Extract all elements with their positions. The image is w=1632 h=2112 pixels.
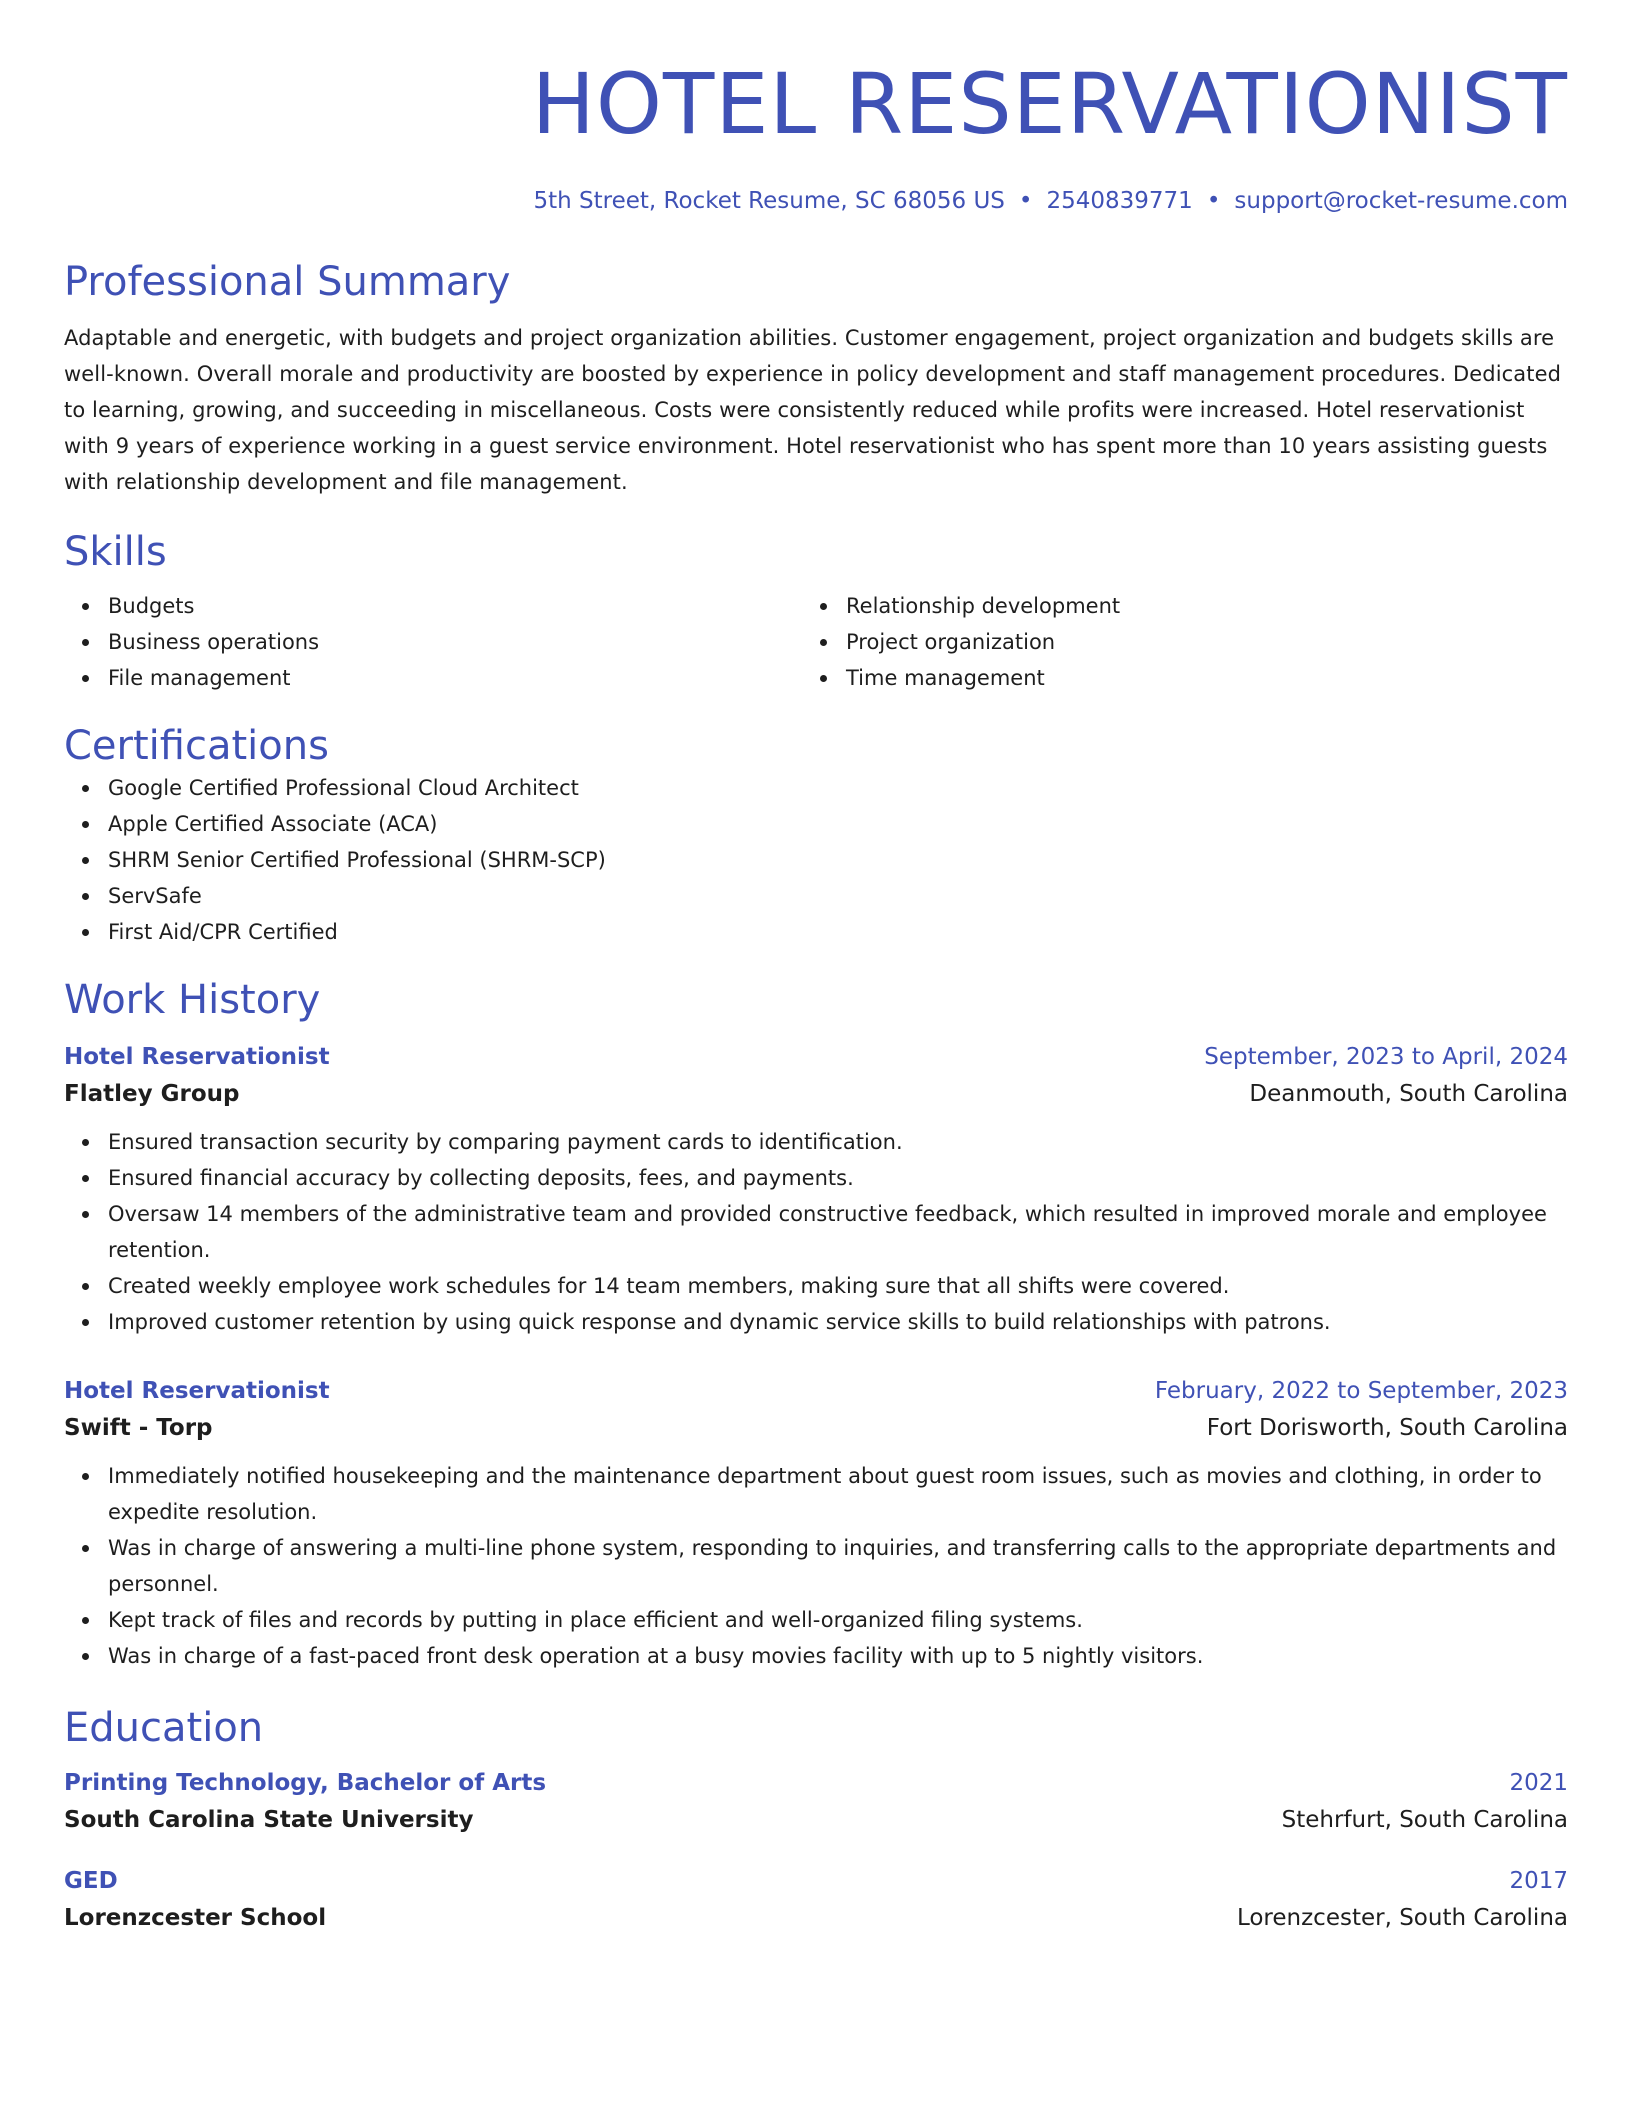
education-year: 2017 bbox=[1509, 1868, 1568, 1894]
job-company: Flatley Group bbox=[64, 1081, 240, 1107]
certification-item: First Aid/CPR Certified bbox=[64, 914, 1568, 950]
job-company-row bbox=[64, 1074, 1568, 1114]
job-header-row bbox=[64, 1040, 1568, 1074]
job-bullet: Immediately notified housekeeping and the maintenance department about guest room issues, such as movies and clothing, in order to expedite resolution. bbox=[64, 1458, 1568, 1530]
certification-item: Google Certified Professional Cloud Architect bbox=[64, 770, 1568, 806]
education-header-row bbox=[64, 1766, 1568, 1800]
job-bullet: Was in charge of a fast-paced front desk operation at a busy movies facility with up to 5 nightly visitors. bbox=[64, 1638, 1568, 1674]
contact-email: support@rocket-resume.com bbox=[1234, 188, 1568, 214]
job-company: Swift - Torp bbox=[64, 1415, 213, 1441]
certifications-heading: Certifications bbox=[64, 723, 329, 769]
job-bullet: Improved customer retention by using quick response and dynamic service skills to build relationships with patrons. bbox=[64, 1304, 1568, 1340]
education-degree: GED bbox=[64, 1868, 118, 1894]
education-entry bbox=[64, 1766, 1568, 1840]
education-location: Stehrfurt, South Carolina bbox=[1281, 1807, 1568, 1833]
skill-item: Business operations bbox=[64, 624, 802, 660]
job-entry bbox=[64, 1374, 1568, 1674]
contact-separator: • bbox=[1206, 188, 1221, 214]
job-bullets bbox=[64, 1124, 1568, 1340]
skill-item: Project organization bbox=[802, 624, 1540, 660]
contact-address: 5th Street, Rocket Resume, SC 68056 US bbox=[533, 188, 1005, 214]
job-dates: September, 2023 to April, 2024 bbox=[1204, 1044, 1568, 1070]
job-role: Hotel Reservationist bbox=[64, 1378, 330, 1404]
candidate-title: HOTEL RESERVATIONIST bbox=[531, 55, 1568, 153]
education-location: Lorenzcester, South Carolina bbox=[1236, 1905, 1568, 1931]
summary-text: Adaptable and energetic, with budgets and project organization abilities. Customer engagement, project organization and budgets skills are well-known. Overall morale and productivity are boosted by experience in policy development and staff management procedures. Dedicated to learning, growing, and succeeding in miscellaneous. Costs were consistently reduced while profits were increased. Hotel reservationist with 9 years of experience working in a guest service environment. Hotel reservationist who has spent more than 10 years assisting guests with relationship development and file management. bbox=[64, 326, 1562, 494]
skills-heading: Skills bbox=[64, 529, 167, 575]
education-degree: Printing Technology, Bachelor of Arts bbox=[64, 1770, 547, 1796]
education-header-row bbox=[64, 1864, 1568, 1898]
job-bullets bbox=[64, 1458, 1568, 1674]
skill-item: Relationship development bbox=[802, 588, 1540, 624]
skills-column-right bbox=[802, 588, 1540, 696]
job-role: Hotel Reservationist bbox=[64, 1044, 330, 1070]
job-bullet: Ensured transaction security by comparing payment cards to identification. bbox=[64, 1124, 1568, 1160]
education-heading: Education bbox=[64, 1705, 264, 1751]
certifications-list bbox=[64, 770, 1568, 950]
skills-column-left bbox=[64, 588, 802, 696]
education-school: South Carolina State University bbox=[64, 1807, 474, 1833]
job-bullet: Created weekly employee work schedules for 14 team members, making sure that all shifts were covered. bbox=[64, 1268, 1568, 1304]
education-school-row bbox=[64, 1898, 1568, 1938]
summary-heading: Professional Summary bbox=[64, 259, 511, 305]
skill-item: File management bbox=[64, 660, 802, 696]
skills-grid bbox=[64, 588, 1568, 696]
job-bullet: Ensured financial accuracy by collecting deposits, fees, and payments. bbox=[64, 1160, 1568, 1196]
contact-phone: 2540839771 bbox=[1046, 188, 1193, 214]
job-bullet: Oversaw 14 members of the administrative team and provided constructive feedback, which resulted in improved morale and employee retention. bbox=[64, 1196, 1568, 1268]
certification-item: Apple Certified Associate (ACA) bbox=[64, 806, 1568, 842]
job-company-row bbox=[64, 1408, 1568, 1448]
contact-line bbox=[64, 186, 1568, 216]
work-history-heading: Work History bbox=[64, 977, 321, 1023]
job-bullet: Kept track of files and records by putting in place efficient and well-organized filing systems. bbox=[64, 1602, 1568, 1638]
education-school-row bbox=[64, 1800, 1568, 1840]
certification-item: SHRM Senior Certified Professional (SHRM-SCP) bbox=[64, 842, 1568, 878]
education-year: 2021 bbox=[1509, 1770, 1568, 1796]
certification-item: ServSafe bbox=[64, 878, 1568, 914]
skill-item: Time management bbox=[802, 660, 1540, 696]
job-bullet: Was in charge of answering a multi-line phone system, responding to inquiries, and transferring calls to the appropriate departments and personnel. bbox=[64, 1530, 1568, 1602]
job-entry bbox=[64, 1040, 1568, 1340]
education-school: Lorenzcester School bbox=[64, 1905, 327, 1931]
education-entry bbox=[64, 1864, 1568, 1938]
job-location: Fort Dorisworth, South Carolina bbox=[1206, 1415, 1568, 1441]
job-dates: February, 2022 to September, 2023 bbox=[1154, 1378, 1568, 1404]
skill-item: Budgets bbox=[64, 588, 802, 624]
job-header-row bbox=[64, 1374, 1568, 1408]
contact-separator: • bbox=[1018, 188, 1033, 214]
resume-header bbox=[64, 56, 1568, 216]
job-location: Deanmouth, South Carolina bbox=[1249, 1081, 1568, 1107]
